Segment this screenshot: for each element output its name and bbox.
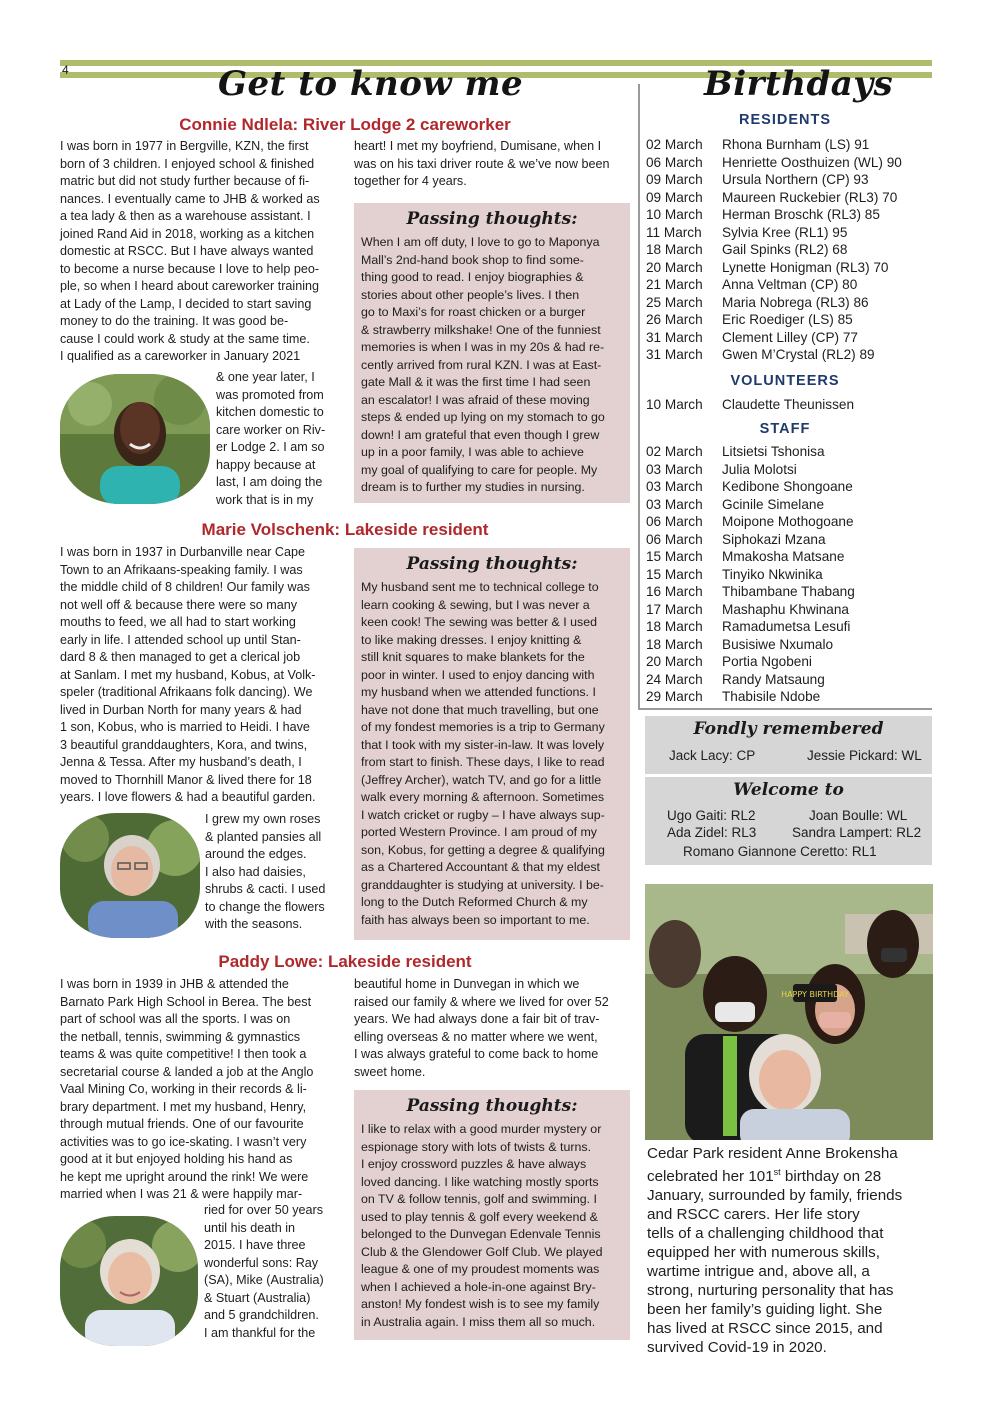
text-line: work that is in my (216, 492, 314, 507)
birthday-name: Henriette Oosthuizen (WL) 90 (722, 154, 902, 170)
text-line: together for 4 years. (354, 174, 467, 188)
text-line: 1 son, Kobus, who is married to Heidi. I have (60, 720, 310, 734)
text-line: faith has always been so important to me. (361, 912, 590, 927)
text-line: espionage story with lots of twists & turns. (361, 1139, 592, 1154)
birthday-date: 16 March (646, 584, 703, 599)
text-line: shrubs & cacti. I used (205, 882, 326, 896)
text-line: (SA), Mike (Australia) (204, 1273, 324, 1287)
text-line: er Lodge 2. I am so (216, 440, 325, 454)
volunteers-heading: VOLUNTEERS (730, 373, 840, 389)
birthday-row (646, 688, 820, 706)
birthday-row (646, 566, 823, 584)
text-line: as a Chartered Accountant & that my eldest (361, 860, 600, 874)
birthday-date: 03 March (646, 479, 703, 494)
birthday-date: 17 March (646, 601, 703, 617)
caption-line: been her family’s guiding light. She (647, 1301, 883, 1319)
birthday-row (646, 396, 854, 414)
marie-passing-thoughts (354, 548, 630, 940)
text-line: the netball, tennis, swimming & gymnastics (60, 1029, 301, 1044)
birthday-row (646, 583, 855, 601)
text-line: on TV & follow tennis, golf and swimming. I (361, 1192, 597, 1206)
text-line: When I am off duty, I love to go to Maponya (361, 235, 600, 249)
marie-col1 (60, 544, 336, 807)
birthday-date: 18 March (646, 619, 703, 634)
birthday-name: Anna Veltman (CP) 80 (722, 277, 858, 292)
text-line: & one year later, I (216, 370, 315, 384)
birthday-row (646, 653, 812, 671)
text-line: loved dancing. I like watching mostly sports (361, 1174, 599, 1189)
text-line: kitchen domestic to (216, 405, 324, 419)
text-line: I am thankful for the (204, 1325, 316, 1340)
text-line: keen cook! The sewing was better & I used (361, 615, 598, 629)
text-line: have not done that much travelling, but one (361, 702, 599, 717)
birthday-row (646, 636, 833, 654)
birthday-name: Maureen Ruckebier (RL3) 70 (722, 189, 898, 205)
text-line: I enjoy crossword puzzles & have always (361, 1157, 587, 1171)
passing-thoughts-title: Passing thoughts: (406, 209, 578, 229)
welcome-item: Joan Boulle: WL (809, 808, 908, 823)
text-line: ported Western Province. I am proud of my (361, 825, 597, 839)
birthday-date: 03 March (646, 496, 703, 512)
paddy-heading: Paddy Lowe: Lakeside resident (218, 952, 472, 971)
birthday-name: Herman Broschk (RL3) 85 (722, 207, 880, 222)
text-line: married when I was 21 & were happily mar- (60, 1187, 303, 1201)
text-line: 2015. I have three (204, 1238, 306, 1252)
text-line: I was born in 1939 in JHB & attended the (60, 977, 289, 991)
birthday-divider-horizontal (638, 708, 932, 710)
text-line: heart! I met my boyfriend, Dumisane, when I (354, 139, 602, 153)
text-line: to change the flowers (205, 899, 325, 914)
text-line: matric but did not study further because of fi- (60, 174, 310, 188)
text-line: I was always grateful to come back to home (354, 1047, 599, 1061)
birthday-name: Randy Matsaung (722, 671, 825, 687)
caption-line: has lived at RSCC since 2015, and (647, 1320, 883, 1338)
birthday-row (646, 329, 858, 347)
text-line: stories about other people’s lives. I then (361, 287, 580, 302)
welcome-title: Welcome to (733, 780, 844, 800)
caption-line: wartime intrigue and, above all, a (647, 1263, 870, 1281)
text-line: was on his taxi driver route & we’ve now been (354, 156, 610, 171)
text-line: my goal of qualifying to care for people. My (361, 462, 598, 477)
text-line: activities was to go ice-skating. I wasn’t very (60, 1134, 307, 1149)
paddy-passing-thoughts (354, 1090, 630, 1340)
text-line: Mall’s 2nd-hand book shop to find some- (361, 252, 584, 267)
birthday-name: Litsietsi Tshonisa (722, 444, 825, 459)
connie-passing-thoughts (354, 203, 630, 503)
birthday-row (646, 311, 853, 329)
birthday-name: Sylvia Kree (RL1) 95 (722, 224, 848, 240)
birthday-name: Gail Spinks (RL2) 68 (722, 242, 848, 257)
paddy-col1 (60, 976, 336, 1204)
connie-photo (60, 374, 210, 504)
birthday-date: 15 March (646, 566, 703, 582)
text-line: mouths to feed, we all had to start working (60, 615, 296, 629)
text-line: Vaal Mining Co, working in their records & li- (60, 1082, 307, 1096)
text-line: my husband when we attended functions. I (361, 685, 596, 699)
text-line: ple, so when I heard about careworker training (60, 279, 320, 293)
text-line: I also had daisies, (205, 864, 306, 879)
fondly-title: Fondly remembered (693, 719, 884, 739)
text-line: was promoted from (216, 387, 324, 402)
text-line: when I achieved a hole-in-one against Bry- (361, 1279, 596, 1294)
birthday-date: 09 March (646, 189, 703, 205)
birthday-date: 18 March (646, 242, 703, 257)
birthday-row (646, 346, 875, 364)
birthday-row (646, 294, 869, 312)
caption-line: survived Covid-19 in 2020. (647, 1339, 827, 1357)
text-line: down! I am grateful that even though I grew (361, 427, 600, 442)
text-line: used to play tennis & golf every weekend & (361, 1209, 598, 1224)
birthday-row (646, 206, 880, 224)
connie-heading: Connie Ndlela: River Lodge 2 careworker (179, 115, 511, 134)
birthday-date: 02 March (646, 137, 703, 152)
birthday-row (646, 276, 857, 294)
birthday-name: Gcinile Simelane (722, 496, 824, 512)
text-line: learn cooking & sewing, but I was never a (361, 597, 590, 612)
text-line: a tea lady & then as a warehouse assistant. I (60, 209, 311, 223)
birthday-row (646, 136, 869, 154)
paddy-col2 (354, 976, 630, 1081)
text-line: joined Rand Aid in 2018, working as a kitchen (60, 226, 315, 241)
text-line: at Lady of the Lamp, I decided to start saving (60, 296, 312, 311)
birthday-row (646, 224, 847, 242)
birthday-name: Moipone Mothogoane (722, 514, 854, 529)
text-line: & planted pansies all (205, 829, 322, 844)
birthday-row (646, 671, 825, 689)
birthday-date: 26 March (646, 312, 703, 327)
passing-thoughts-text (361, 1121, 623, 1331)
birthday-row (646, 601, 849, 619)
text-line: raised our family & where we lived for over 52 (354, 994, 609, 1009)
text-line: steps & ended up lying on my stomach to go (361, 410, 605, 424)
welcome-box (645, 777, 932, 865)
staff-heading: STAFF (759, 421, 811, 437)
birthday-name: Portia Ngobeni (722, 654, 812, 669)
birthday-name: Eric Roediger (LS) 85 (722, 312, 853, 327)
text-line: thing good to read. I enjoy biographies & (361, 270, 584, 284)
birthday-date: 10 March (646, 397, 703, 412)
birthday-date: 10 March (646, 207, 703, 222)
text-line: born of 3 children. I enjoyed school & finished (60, 156, 315, 171)
text-line: long to the Dutch Reformed Church & my (361, 895, 588, 909)
text-line: (Jeffrey Archer), watch TV, and go for a little (361, 772, 602, 787)
text-line: son, Kobus, for getting a degree & qualifying (361, 842, 605, 857)
marie-photo (60, 813, 200, 938)
welcome-item: Sandra Lampert: RL2 (792, 825, 922, 840)
text-line: poor in winter. I used to enjoy dancing with (361, 667, 595, 682)
text-line: gate Mall & it was the first time I had seen (361, 375, 591, 389)
caption-line: equipped her with numerous skills, (647, 1244, 880, 1262)
text-line: cause I could work & study at the same time. (60, 331, 310, 346)
birthday-name: Busisiwe Nxumalo (722, 636, 834, 652)
text-line: teams & was quite competitive! I then took a (60, 1047, 307, 1061)
birthday-date: 09 March (646, 172, 703, 187)
text-line: secretarial course & landed a job at the Anglo (60, 1064, 314, 1079)
caption-line: January, surrounded by family, friends (647, 1187, 903, 1205)
birthday-name: Julia Molotsi (722, 461, 797, 477)
text-line: I qualified as a careworker in January 2021 (60, 349, 301, 363)
fondly-left: Jack Lacy: CP (669, 748, 756, 763)
birthday-date: 03 March (646, 461, 703, 477)
passing-thoughts-title: Passing thoughts: (406, 1096, 578, 1116)
text-line: to like making dresses. I enjoy knitting & (361, 632, 582, 647)
text-line: I watch cricket or rugby – I have always sup- (361, 807, 605, 822)
birthday-row (646, 259, 889, 277)
text-line: walk every morning & afternoon. Sometimes (361, 790, 605, 804)
banner-text: HAPPY BIRTHDAY (781, 990, 849, 999)
paddy-wrap (204, 1202, 336, 1342)
fondly-right: Jessie Pickard: WL (807, 748, 922, 763)
birthday-date: 25 March (646, 294, 703, 310)
text-line: go to Maxi’s for roast chicken or a burger (361, 305, 586, 319)
birthday-row (646, 443, 825, 461)
text-line: and 5 grandchildren. (204, 1308, 319, 1322)
text-line: last, I am doing the (216, 475, 323, 489)
caption-line: tells of a challenging childhood that (647, 1225, 884, 1243)
text-line: memories is when I was in my 20s & had re- (361, 340, 605, 354)
text-line: Barnato Park High School in Berea. The best (60, 994, 312, 1009)
page-title-left: Get to know me (218, 64, 524, 104)
text-line: granddaughter is studying at university. I be- (361, 877, 604, 892)
text-line: years. I love flowers & had a beautiful garden. (60, 790, 316, 804)
text-line: at Sanlam. I met my husband, Kobus, at Volk- (60, 667, 316, 682)
birthday-date: 21 March (646, 277, 703, 292)
text-line: that I took with my sister-in-law. It was lovely (361, 737, 605, 752)
text-line: elling overseas & no matter where we went, (354, 1029, 598, 1044)
birthday-date: 20 March (646, 259, 703, 275)
text-line: 3 beautiful granddaughters, Kora, and twins, (60, 737, 308, 752)
birthday-name: Tinyiko Nkwinika (722, 566, 823, 582)
text-line: around the edges. (205, 847, 307, 861)
birthday-row (646, 171, 869, 189)
text-line: dream is to further my studies in nursing. (361, 480, 585, 494)
birthday-row (646, 548, 844, 566)
text-line: good at it but enjoyed holding his hand as (60, 1152, 293, 1166)
text-line: up in a poor family, I was able to achieve (361, 445, 584, 459)
birthday-date: 31 March (646, 329, 703, 345)
caption-line: strong, nurturing personality that has (647, 1282, 894, 1300)
marie-heading: Marie Volschenk: Lakeside resident (201, 520, 489, 539)
text-line: through mutual friends. One of our favourite (60, 1117, 304, 1131)
text-line: to become a nurse because I love to help peo- (60, 261, 320, 276)
text-line: & strawberry milkshake! One of the funniest (361, 322, 601, 337)
connie-wrap (216, 369, 336, 509)
text-line: the middle child of 8 children! Our family was (60, 580, 310, 594)
fondly-remembered-box (645, 716, 932, 774)
birthday-date: 02 March (646, 444, 703, 459)
text-line: moved to Thornhill Manor & lived there for 18 (60, 772, 312, 787)
text-line: of my fondest memories is a trip to Germany (361, 720, 605, 734)
text-line: I was born in 1937 in Durbanville near Cape (60, 545, 306, 559)
text-line: Jenna & Tessa. After my husband’s death, I (60, 755, 302, 769)
text-line: nances. I eventually came to JHB & worked as (60, 191, 320, 206)
birthday-date: 06 March (646, 531, 703, 547)
text-line: I like to relax with a good murder mystery or (361, 1122, 602, 1136)
text-line: & Stuart (Australia) (204, 1290, 311, 1305)
birthday-date: 18 March (646, 636, 703, 652)
text-line: until his death in (204, 1220, 296, 1235)
welcome-item: Ugo Gaiti: RL2 (667, 808, 756, 823)
text-line: anston! My fondest wish is to see my family (361, 1297, 600, 1311)
caption-sup: st (773, 1167, 781, 1177)
passing-thoughts-title: Passing thoughts: (406, 554, 578, 574)
birthday-date: 20 March (646, 654, 703, 669)
text-line: speler (traditional Afrikaans folk dancing). We (60, 685, 313, 699)
birthday-date: 06 March (646, 154, 703, 170)
connie-col1 (60, 138, 336, 366)
text-line: care worker on Riv- (216, 422, 326, 437)
birthday-date: 31 March (646, 347, 703, 362)
text-line: not well off & because there were so many (60, 597, 298, 612)
text-line: sweet home. (354, 1064, 426, 1079)
birthday-name: Rhona Burnham (LS) 91 (722, 137, 870, 152)
page-title-right: Birthdays (704, 64, 894, 104)
text-line: cently arrived from rural KZN. I was at East- (361, 357, 602, 372)
text-line: I grew my own roses (205, 812, 321, 826)
passing-thoughts-text (361, 234, 623, 497)
birthday-row (646, 461, 797, 479)
birthday-name: Clement Lilley (CP) 77 (722, 329, 858, 345)
text-line: money to do the training. It was good be- (60, 314, 289, 328)
birthday-date: 06 March (646, 514, 703, 529)
text-line: beautiful home in Dunvegan in which we (354, 977, 580, 991)
birthday-name: Mashaphu Khwinana (722, 601, 849, 617)
text-line: still knit squares to make blankets for the (361, 650, 585, 664)
welcome-item: Ada Zidel: RL3 (667, 825, 757, 840)
text-line: ried for over 50 years (204, 1203, 323, 1217)
birthday-name: Ursula Northern (CP) 93 (722, 172, 869, 187)
birthday-row (646, 154, 902, 172)
birthday-row (646, 496, 824, 514)
passing-thoughts-text (361, 579, 623, 929)
birthday-row (646, 513, 854, 531)
text-line: he kept me upright around the rink! We were (60, 1169, 309, 1184)
caption-text: birthday on 28 (780, 1168, 882, 1186)
birthday-date: 11 March (646, 224, 702, 240)
connie-col2 (354, 138, 630, 191)
text-line: from start to finish. These days, I like to read (361, 755, 605, 769)
birthday-row (646, 189, 897, 207)
page-number: 4 (62, 63, 69, 77)
paddy-photo (60, 1216, 198, 1346)
birthday-divider-vertical (638, 84, 640, 710)
birthday-row (646, 478, 853, 496)
text-line: league & one of my proudest moments was (361, 1262, 600, 1276)
birthday-name: Thibambane Thabang (722, 584, 855, 599)
birthday-name: Ramadumetsa Lesufi (722, 619, 851, 634)
birthday-date: 29 March (646, 689, 703, 704)
photo-caption (647, 1144, 937, 1357)
text-line: brary department. I met my husband, Henry, (60, 1099, 307, 1114)
birthday-name: Mmakosha Matsane (722, 549, 845, 564)
text-line: My husband sent me to technical college to (361, 580, 599, 594)
birthday-name: Kedibone Shongoane (722, 479, 853, 494)
text-line: part of school was all the sports. I was on (60, 1012, 291, 1026)
text-line: Town to an Afrikaans-speaking family. I was (60, 562, 303, 577)
birthday-row (646, 618, 850, 636)
text-line: in Australia again. I miss them all so much. (361, 1314, 596, 1329)
birthday-row (646, 241, 847, 259)
birthday-date: 24 March (646, 671, 703, 687)
text-line: with the seasons. (205, 917, 303, 931)
text-line: dard 8 & then managed to get a clerical job (60, 650, 301, 664)
birthday-name: Gwen M’Crystal (RL2) 89 (722, 347, 875, 362)
text-line: wonderful sons: Ray (204, 1255, 319, 1270)
text-line: years. We had always done a fair bit of trav- (354, 1012, 600, 1026)
birthday-date: 15 March (646, 549, 703, 564)
birthday-name: Thabisile Ndobe (722, 689, 821, 704)
birthday-row (646, 531, 826, 549)
residents-heading: RESIDENTS (739, 112, 831, 128)
marie-wrap (205, 811, 336, 934)
birthday-name: Claudette Theunissen (722, 397, 855, 412)
text-line: domestic at RSCC. But I have always wanted (60, 244, 314, 258)
birthday-name: Siphokazi Mzana (722, 531, 826, 547)
text-line: I was born in 1977 in Bergville, KZN, the first (60, 139, 309, 153)
text-line: happy because at (216, 457, 316, 472)
text-line: Club & the Glendower Golf Club. We played (361, 1244, 603, 1259)
caption-line: and RSCC carers. Her life story (647, 1206, 860, 1224)
birthday-group-photo (645, 884, 933, 1140)
birthday-name: Lynette Honigman (RL3) 70 (722, 259, 889, 275)
caption-text: Cedar Park resident Anne Brokensha celebrated her 101 (647, 1145, 898, 1186)
text-line: belonged to the Dunvegan Edenvale Tennis (361, 1227, 601, 1241)
welcome-item: Romano Giannone Ceretto: RL1 (683, 844, 877, 859)
text-line: an escalator! I was afraid of these moving (361, 392, 590, 407)
birthday-name: Maria Nobrega (RL3) 86 (722, 294, 869, 310)
text-line: lived in Durban North for many years & had (60, 702, 302, 717)
text-line: early in life. I attended school up until Stan- (60, 632, 301, 647)
